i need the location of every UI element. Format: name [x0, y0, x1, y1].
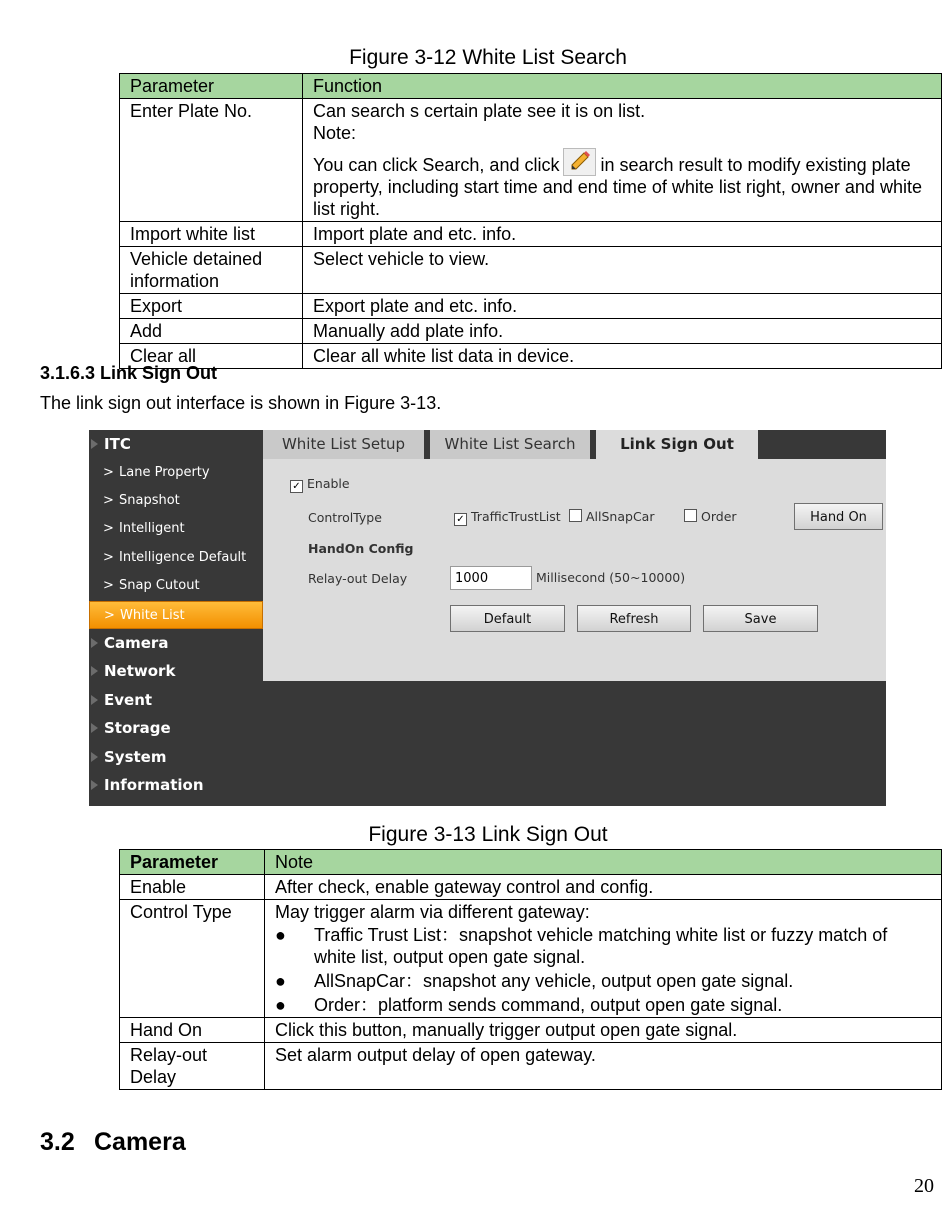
sidebar-item-event[interactable]: Event: [89, 686, 263, 714]
note-cell: [265, 900, 942, 1018]
param-cell: Export: [120, 294, 303, 319]
param-cell: Enable: [120, 875, 265, 900]
relay-out-delay-input[interactable]: 1000: [450, 566, 532, 590]
triangle-icon: [91, 439, 98, 449]
section-number: 3.2: [40, 1128, 75, 1156]
table-row: [120, 247, 942, 294]
handon-config-heading: HandOn Config: [308, 541, 414, 556]
function-text: in search result to modify existing plate property, including start time and end time of white list right, owner and white list right.: [313, 155, 922, 219]
sidebar-item-network[interactable]: Network: [89, 657, 263, 685]
function-cell: [303, 99, 942, 222]
chevron-right-icon: >: [103, 521, 114, 536]
table-header-note: Note: [265, 850, 942, 875]
checkmark-icon: ✓: [454, 513, 467, 526]
bullet-item: ● Order：platform sends command, output open gate signal.: [275, 995, 783, 1015]
sidebar-item-storage[interactable]: Storage: [89, 714, 263, 742]
pencil-edit-icon: [563, 148, 596, 176]
param-cell: Relay-out Delay: [120, 1043, 265, 1090]
all-snap-car-checkbox[interactable]: [569, 509, 654, 524]
relay-unit-label: Millisecond (50~10000): [536, 570, 686, 585]
section-heading: [40, 1128, 186, 1157]
triangle-icon: [91, 723, 98, 733]
tab-white-list-setup[interactable]: White List Setup: [263, 430, 424, 459]
function-line: [313, 148, 931, 220]
option-label: TrafficTrustList: [471, 509, 561, 524]
link-sign-out-panel: [263, 459, 886, 681]
param-cell: Hand On: [120, 1018, 265, 1043]
checkbox-empty-icon: [684, 509, 697, 522]
table-row: [120, 99, 942, 222]
note-cell: Set alarm output delay of open gateway.: [265, 1043, 942, 1090]
sidebar-item-intelligent[interactable]: > Intelligent: [89, 515, 263, 543]
chevron-right-icon: >: [103, 493, 114, 508]
enable-label: Enable: [307, 476, 350, 491]
intro-paragraph: The link sign out interface is shown in Figure 3-13.: [40, 393, 442, 413]
table-row: [120, 900, 942, 1018]
option-label: Order: [701, 509, 737, 524]
triangle-icon: [91, 638, 98, 648]
table-row: [120, 1043, 942, 1090]
chevron-right-icon: >: [103, 465, 114, 480]
table-row: [120, 875, 942, 900]
table-row: [120, 319, 942, 344]
enable-checkbox[interactable]: [290, 476, 350, 493]
section-title: Camera: [94, 1128, 186, 1156]
sidebar-item-intelligence-default[interactable]: > Intelligence Default: [89, 544, 263, 572]
page-number: 20: [914, 1175, 934, 1197]
param-cell: Enter Plate No.: [120, 99, 303, 222]
param-cell: Add: [120, 319, 303, 344]
tab-link-sign-out[interactable]: Link Sign Out: [596, 430, 758, 459]
sidebar-item-snapshot[interactable]: > Snapshot: [89, 487, 263, 515]
traffic-trust-list-checkbox[interactable]: [454, 509, 561, 526]
sidebar-item-snap-cutout[interactable]: > Snap Cutout: [89, 572, 263, 600]
note-label: Note:: [313, 123, 357, 143]
sidebar: [89, 430, 263, 806]
subsection-heading: 3.1.6.3 Link Sign Out: [40, 363, 218, 383]
sidebar-item-itc[interactable]: ITC: [89, 430, 263, 458]
function-cell: Import plate and etc. info.: [303, 222, 942, 247]
function-line: Can search s certain plate see it is on list.: [313, 101, 646, 121]
bullet-icon: ●: [275, 995, 286, 1015]
save-button[interactable]: Save: [703, 605, 818, 632]
triangle-icon: [91, 780, 98, 790]
hand-on-button[interactable]: Hand On: [794, 503, 883, 530]
figure-caption-3-13: Figure 3-13 Link Sign Out: [368, 823, 608, 846]
chevron-right-icon: >: [104, 608, 115, 623]
sidebar-item-information[interactable]: Information: [89, 771, 263, 799]
link-sign-out-table: [119, 849, 942, 1090]
note-cell: After check, enable gateway control and config.: [265, 875, 942, 900]
control-type-label: ControlType: [308, 510, 382, 525]
table-row: [120, 222, 942, 247]
chevron-right-icon: >: [103, 550, 114, 565]
function-cell: Select vehicle to view.: [303, 247, 942, 294]
sidebar-item-camera[interactable]: Camera: [89, 629, 263, 657]
tab-white-list-search[interactable]: White List Search: [430, 430, 590, 459]
table-header-parameter: Parameter: [120, 850, 265, 875]
bullet-icon: ●: [275, 971, 286, 991]
option-label: AllSnapCar: [586, 509, 655, 524]
table-row: [120, 1018, 942, 1043]
table-header-parameter: Parameter: [120, 74, 303, 99]
function-cell: Clear all white list data in device.: [303, 344, 942, 369]
order-checkbox[interactable]: [684, 509, 737, 524]
bullet-icon: ●: [275, 925, 286, 945]
table-row: [120, 294, 942, 319]
link-sign-out-screenshot: [89, 430, 886, 806]
checkbox-empty-icon: [569, 509, 582, 522]
table-row: [120, 344, 942, 369]
sidebar-item-lane-property[interactable]: > Lane Property: [89, 459, 263, 487]
refresh-button[interactable]: Refresh: [577, 605, 691, 632]
param-cell: Import white list: [120, 222, 303, 247]
chevron-right-icon: >: [103, 578, 114, 593]
param-cell: Control Type: [120, 900, 265, 1018]
note-cell: Click this button, manually trigger output open gate signal.: [265, 1018, 942, 1043]
function-cell: Export plate and etc. info.: [303, 294, 942, 319]
triangle-icon: [91, 695, 98, 705]
bullet-item: ● AllSnapCar：snapshot any vehicle, output open gate signal.: [275, 971, 794, 991]
relay-out-delay-label: Relay-out Delay: [308, 571, 408, 586]
figure-caption-3-12: Figure 3-12 White List Search: [349, 46, 627, 69]
param-cell: Clear all: [120, 344, 303, 369]
triangle-icon: [91, 752, 98, 762]
tab-bar: [263, 430, 886, 459]
white-list-search-table: [119, 73, 942, 369]
triangle-icon: [91, 666, 98, 676]
function-text: You can click Search, and click: [313, 155, 560, 175]
param-cell: Vehicle detained information: [120, 247, 303, 294]
table-header-function: Function: [303, 74, 942, 99]
default-button[interactable]: Default: [450, 605, 565, 632]
sidebar-item-system[interactable]: System: [89, 743, 263, 771]
checkmark-icon: ✓: [290, 480, 303, 493]
function-cell: Manually add plate info.: [303, 319, 942, 344]
bullet-item: ● Traffic Trust List：snapshot vehicle matching white list or fuzzy match of white list, output open gate signal.: [275, 925, 888, 967]
note-text: May trigger alarm via different gateway:: [275, 902, 590, 922]
sidebar-item-white-list[interactable]: > White List: [89, 601, 263, 629]
